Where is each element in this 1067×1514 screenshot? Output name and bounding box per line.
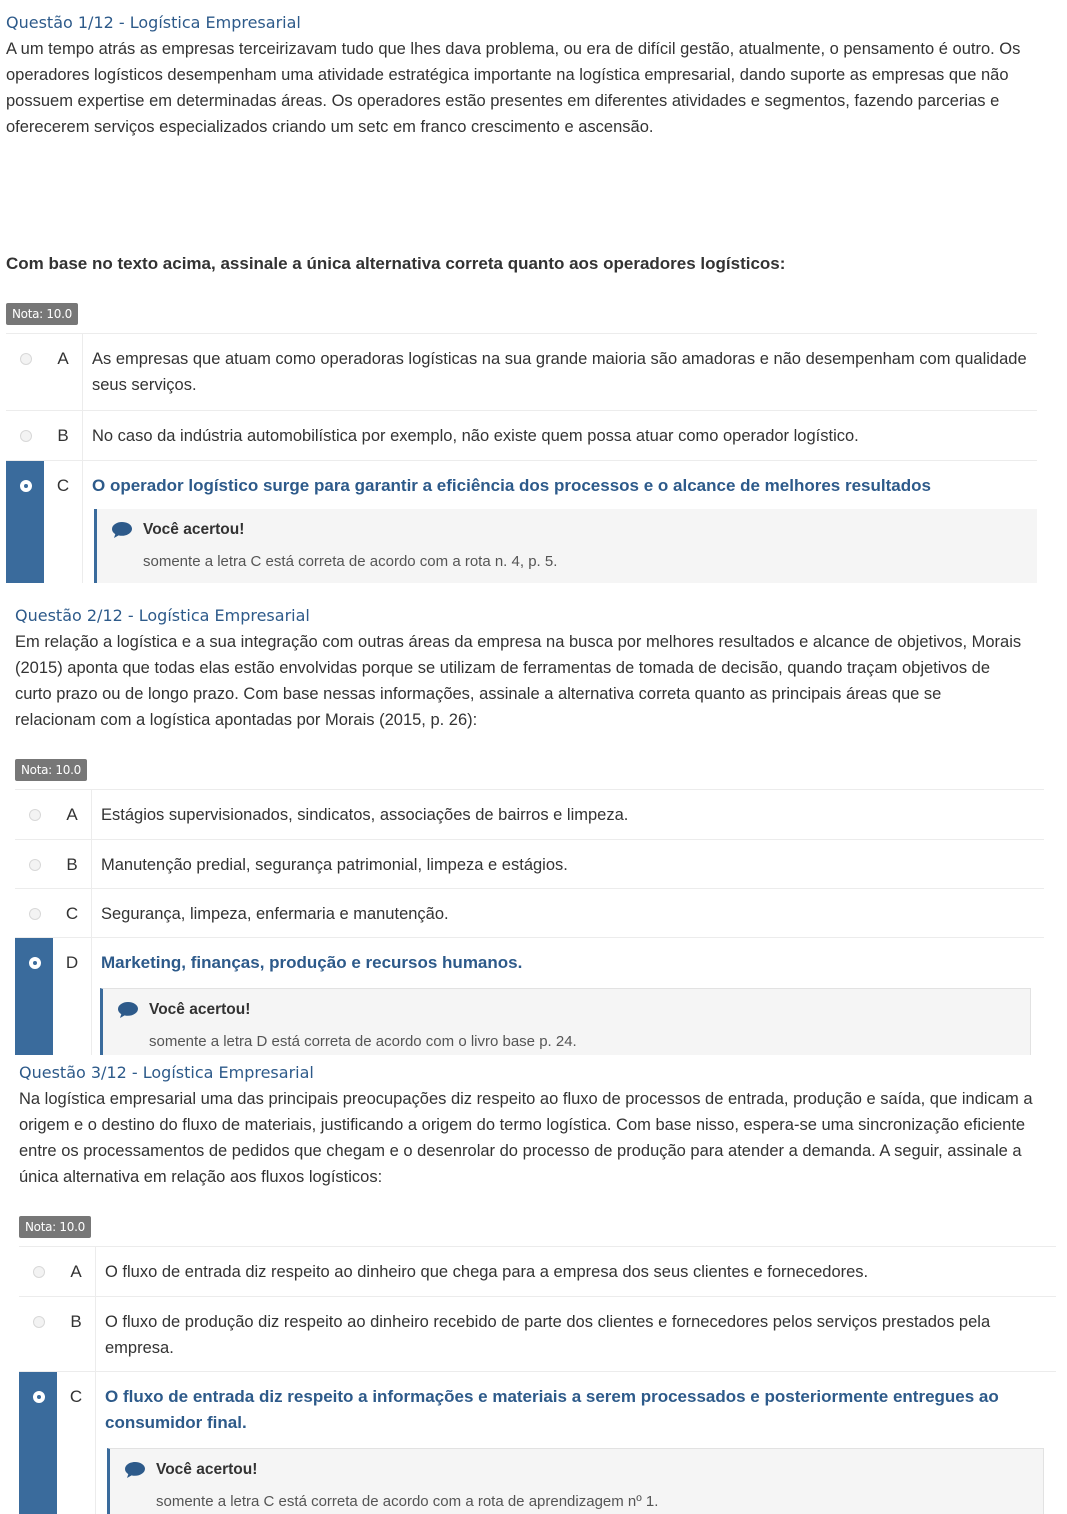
- speech-bubble-icon: [124, 1461, 146, 1479]
- question-text: A um tempo atrás as empresas terceirizavam tudo que lhes dava problema, ou era de difícil gestão, atualmente, o pensamento é outro. Os operadores logísticos desempenham uma atividade estratégica importante na logística empresarial, dando suporte as empresas que não possuem expertise em determinadas áreas. Os operadores estão presentes em diferentes atividades e segmentos, fazendo parcerias e oferecerem serviços especializados criando um setc em franco crescimento e ascensão.: [6, 40, 1021, 136]
- alternative-text: Manutenção predial, segurança patrimonial, limpeza e estágios.: [101, 856, 568, 874]
- radio-button-selected[interactable]: [29, 957, 41, 969]
- speech-bubble-icon: [111, 521, 133, 539]
- question-3: [19, 1062, 1056, 1514]
- alternative-letter: B: [70, 1312, 82, 1331]
- radio-button-selected[interactable]: [20, 480, 32, 492]
- feedback-box: [107, 1448, 1044, 1514]
- radio-button[interactable]: [29, 859, 41, 871]
- alternative-letter: A: [70, 1262, 82, 1281]
- radio-button[interactable]: [33, 1266, 45, 1278]
- question-text: Em relação a logística e a sua integração com outras áreas da empresa na busca por melhores resultados e alcance de objetivos, Morais (2015) aponta que todas elas estão envolvidas porque se utilizam de ferramentas de tomada de decisão, quando traçam objetivos de curto prazo ou de longo prazo. Com base nessas informações, assinale a alternativa correta quanto as principais áreas que se relacionam com a logística apontadas por Morais (2015, p. 26):: [15, 633, 1022, 729]
- alternative-text: O fluxo de entrada diz respeito a informações e materiais a serem processados e posteriormente entregues ao consumidor final.: [105, 1387, 999, 1432]
- feedback-text: somente a letra D está correta de acordo com o livro base p. 24.: [149, 1033, 577, 1050]
- alternative-text: As empresas que atuam como operadoras logísticas na sua grande maioria são amadoras e não desempenham com qualidade seus serviços.: [92, 350, 1027, 394]
- grade-badge: Nota: 10.0: [6, 303, 78, 325]
- feedback-text: somente a letra C está correta de acordo com a rota n. 4, p. 5.: [143, 553, 558, 570]
- grade-badge: Nota: 10.0: [15, 759, 87, 781]
- question-title: Questão 1/12 - Logística Empresarial: [6, 13, 301, 32]
- radio-button[interactable]: [33, 1316, 45, 1328]
- alternative-c[interactable]: [19, 1371, 1056, 1514]
- feedback-title: Você acertou!: [149, 1001, 251, 1018]
- alternative-a[interactable]: [6, 333, 1037, 411]
- radio-button-selected[interactable]: [33, 1391, 45, 1403]
- question-1: [6, 12, 1037, 583]
- question-2: [15, 605, 1044, 1055]
- alternative-text: Estágios supervisionados, sindicatos, associações de bairros e limpeza.: [101, 806, 629, 824]
- question-title: Questão 3/12 - Logística Empresarial: [19, 1063, 314, 1082]
- radio-button[interactable]: [29, 809, 41, 821]
- question-title: Questão 2/12 - Logística Empresarial: [15, 606, 310, 625]
- alternative-letter: A: [66, 805, 78, 824]
- alternative-a[interactable]: [19, 1246, 1056, 1297]
- radio-button[interactable]: [20, 430, 32, 442]
- radio-button[interactable]: [20, 353, 32, 365]
- alternative-text: O fluxo de entrada diz respeito ao dinheiro que chega para a empresa dos seus clientes e fornecedores.: [105, 1263, 869, 1281]
- question-prompt: Com base no texto acima, assinale a única alternativa correta quanto aos operadores logísticos:: [6, 254, 786, 273]
- alternative-letter: C: [69, 1387, 83, 1406]
- alternatives-list: [15, 789, 1044, 1055]
- alternative-letter: A: [57, 349, 69, 368]
- alternative-letter: D: [65, 953, 79, 972]
- alternative-letter: C: [65, 904, 79, 923]
- alternative-b[interactable]: [15, 839, 1044, 889]
- alternative-b[interactable]: [19, 1296, 1056, 1372]
- alternative-letter: B: [57, 426, 69, 445]
- alternative-letter: C: [56, 476, 70, 495]
- radio-button[interactable]: [29, 908, 41, 920]
- question-text: Na logística empresarial uma das principais preocupações diz respeito ao fluxo de processos de entrada, produção e saída, que indicam a origem e o destino do fluxo de materiais, justificando a origem do termo logística. Com base nisso, espera-se uma sincronização eficiente entre os processamentos de pedidos que chegam e o desenrolar do processo de produção para atender a demanda. A seguir, assinale a única alternativa em relação aos fluxos logísticos:: [19, 1090, 1033, 1186]
- alternative-c[interactable]: [15, 888, 1044, 938]
- alternative-d[interactable]: [15, 937, 1044, 1055]
- feedback-title: Você acertou!: [156, 1461, 258, 1478]
- feedback-title: Você acertou!: [143, 521, 245, 538]
- alternative-b[interactable]: [6, 410, 1037, 461]
- alternative-text: Segurança, limpeza, enfermaria e manutenção.: [101, 905, 449, 923]
- feedback-box: [100, 988, 1031, 1055]
- alternative-letter: B: [66, 855, 78, 874]
- alternative-text: O fluxo de produção diz respeito ao dinheiro recebido de parte dos clientes e fornecedores pelos serviços prestados pela empresa.: [105, 1313, 991, 1357]
- alternative-c[interactable]: [6, 460, 1037, 583]
- feedback-text: somente a letra C está correta de acordo com a rota de aprendizagem nº 1.: [156, 1493, 659, 1510]
- alternatives-list: [19, 1246, 1056, 1514]
- grade-badge: Nota: 10.0: [19, 1216, 91, 1238]
- alternative-text: O operador logístico surge para garantir a eficiência dos processos e o alcance de melhores resultados: [92, 476, 931, 495]
- alternative-text: Marketing, finanças, produção e recursos humanos.: [101, 953, 523, 972]
- alternative-text: No caso da indústria automobilística por exemplo, não existe quem possa atuar como operador logístico.: [92, 427, 859, 445]
- speech-bubble-icon: [117, 1001, 139, 1019]
- alternative-a[interactable]: [15, 789, 1044, 840]
- alternatives-list: [6, 333, 1037, 583]
- feedback-box: [94, 509, 1037, 583]
